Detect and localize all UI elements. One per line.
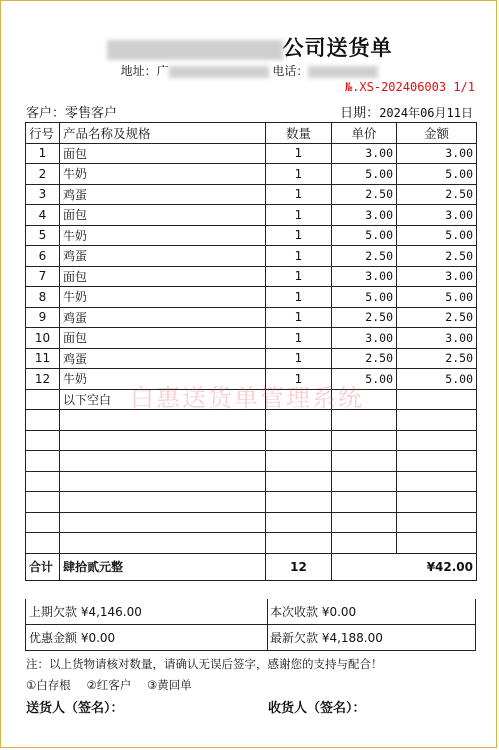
customer-name: 客户：零售客户 xyxy=(26,106,118,121)
table-row xyxy=(26,287,477,308)
cell-no xyxy=(26,512,60,533)
cell-no: 5 xyxy=(26,225,60,246)
discount-amount: 优惠金额 ¥0.00 xyxy=(29,631,116,645)
table-row xyxy=(26,430,477,451)
cell-price: 2.50 xyxy=(332,184,397,205)
cell-price xyxy=(332,430,397,451)
cell-amount: 5.00 xyxy=(397,164,477,185)
cell-qty xyxy=(266,410,332,431)
cell-no: 9 xyxy=(26,307,60,328)
cell-qty: 1 xyxy=(266,143,332,164)
cell-price xyxy=(332,533,397,554)
cell-qty: 1 xyxy=(266,307,332,328)
cell-price: 2.50 xyxy=(332,348,397,369)
cell-price: 5.00 xyxy=(332,164,397,185)
cell-name xyxy=(60,533,266,554)
cell-price: 3.00 xyxy=(332,143,397,164)
cell-amount: 3.00 xyxy=(397,143,477,164)
cell-amount xyxy=(397,410,477,431)
document-number: №.XS-202406003 1/1 xyxy=(344,80,475,94)
footer-note: 注：以上货物请核对数量，请确认无误后签字，感谢您的支持与配合！ xyxy=(26,657,383,671)
cell-name: 鸡蛋 xyxy=(60,307,266,328)
cell-amount: 5.00 xyxy=(397,369,477,390)
cell-amount: 2.50 xyxy=(397,348,477,369)
cell-amount xyxy=(397,533,477,554)
cell-price: 3.00 xyxy=(332,205,397,226)
col-header-price: 单价 xyxy=(332,123,397,144)
watermark: 白惠送货单管理系统 xyxy=(130,384,364,412)
cell-amount xyxy=(397,492,477,513)
prev-debt: 上期欠款 ¥4,146.00 xyxy=(29,605,142,619)
table-header-row xyxy=(26,123,477,144)
cell-amount xyxy=(397,512,477,533)
total-row xyxy=(26,553,477,580)
cell-amount: 2.50 xyxy=(397,307,477,328)
table-row xyxy=(26,348,477,369)
redacted-company-name xyxy=(107,40,283,60)
cell-no xyxy=(26,389,60,410)
cell-qty: 1 xyxy=(266,225,332,246)
cell-no: 11 xyxy=(26,348,60,369)
cell-name xyxy=(60,492,266,513)
cell-name: 面包 xyxy=(60,328,266,349)
table-row xyxy=(26,451,477,472)
table-row xyxy=(26,328,477,349)
cell-qty xyxy=(266,492,332,513)
cell-name: 鸡蛋 xyxy=(60,348,266,369)
cell-name: 鸡蛋 xyxy=(60,246,266,267)
cell-no: 10 xyxy=(26,328,60,349)
table-row xyxy=(26,512,477,533)
table-row xyxy=(26,143,477,164)
table-row xyxy=(26,266,477,287)
cell-no xyxy=(26,492,60,513)
cell-name: 面包 xyxy=(60,266,266,287)
cell-name xyxy=(60,512,266,533)
copy-distribution xyxy=(26,677,204,693)
receiver-signature: 收货人（签名）： xyxy=(268,701,366,716)
cell-no: 12 xyxy=(26,369,60,390)
table-row xyxy=(26,410,477,431)
redacted-address xyxy=(169,66,269,78)
cell-amount: 3.00 xyxy=(397,266,477,287)
total-qty: 12 xyxy=(266,553,332,580)
cell-qty: 1 xyxy=(266,266,332,287)
table-row xyxy=(26,205,477,226)
items-table xyxy=(25,122,477,581)
cell-qty xyxy=(266,471,332,492)
cell-name: 牛奶 xyxy=(60,225,266,246)
cell-price xyxy=(332,451,397,472)
table-row xyxy=(26,307,477,328)
cell-price: 5.00 xyxy=(332,287,397,308)
cell-qty xyxy=(266,451,332,472)
cell-amount: 5.00 xyxy=(397,287,477,308)
col-header-qty: 数量 xyxy=(266,123,332,144)
address-label: 地址： xyxy=(120,64,157,78)
cell-qty: 1 xyxy=(266,348,332,369)
cell-price xyxy=(332,410,397,431)
cell-price: 3.00 xyxy=(332,266,397,287)
table-row xyxy=(26,184,477,205)
cell-amount: 3.00 xyxy=(397,328,477,349)
cell-no: 7 xyxy=(26,266,60,287)
cell-no: 4 xyxy=(26,205,60,226)
cell-price: 5.00 xyxy=(332,369,397,390)
table-row xyxy=(26,533,477,554)
cell-no xyxy=(26,471,60,492)
cell-qty: 1 xyxy=(266,164,332,185)
table-row xyxy=(26,246,477,267)
total-label: 合计 xyxy=(26,553,60,580)
end-note: 以下空白 xyxy=(60,389,266,410)
cell-name: 面包 xyxy=(60,143,266,164)
cell-name xyxy=(60,471,266,492)
cell-no: 2 xyxy=(26,164,60,185)
cell-amount xyxy=(397,389,477,410)
cell-name xyxy=(60,410,266,431)
cell-price xyxy=(332,492,397,513)
cell-name: 牛奶 xyxy=(60,164,266,185)
table-row xyxy=(26,389,477,410)
copy-red: ②红客户 xyxy=(86,678,132,692)
cell-name: 鸡蛋 xyxy=(60,184,266,205)
copy-yellow: ③黄回单 xyxy=(146,678,192,692)
cell-no: 1 xyxy=(26,143,60,164)
phone-label: 电话： xyxy=(272,64,309,78)
date-label: 日期： xyxy=(340,106,380,121)
summary-box xyxy=(25,599,476,651)
cell-qty: 1 xyxy=(266,205,332,226)
cell-amount xyxy=(397,430,477,451)
cell-name: 面包 xyxy=(60,205,266,226)
cell-amount: 2.50 xyxy=(397,184,477,205)
cell-no xyxy=(26,451,60,472)
received-amount: 本次收款 ¥0.00 xyxy=(270,605,357,619)
cell-qty: 1 xyxy=(266,184,332,205)
title-suffix: 公司送货单 xyxy=(282,35,393,60)
cell-amount xyxy=(397,451,477,472)
cell-price: 2.50 xyxy=(332,246,397,267)
col-header-name: 产品名称及规格 xyxy=(60,123,266,144)
cell-qty: 1 xyxy=(266,246,332,267)
cell-amount: 3.00 xyxy=(397,205,477,226)
latest-debt: 最新欠款 ¥4,188.00 xyxy=(270,631,383,645)
table-row xyxy=(26,225,477,246)
date-field xyxy=(340,102,473,121)
cell-qty xyxy=(266,533,332,554)
cell-name: 牛奶 xyxy=(60,287,266,308)
sender-signature: 送货人（签名）： xyxy=(26,701,124,716)
cell-no xyxy=(26,430,60,451)
cell-amount xyxy=(397,471,477,492)
table-row xyxy=(26,492,477,513)
address-line xyxy=(0,62,499,79)
cell-name xyxy=(60,451,266,472)
col-header-no: 行号 xyxy=(26,123,60,144)
cell-qty xyxy=(266,430,332,451)
cell-no xyxy=(26,533,60,554)
table-row xyxy=(26,164,477,185)
cell-price: 2.50 xyxy=(332,307,397,328)
cell-qty: 1 xyxy=(266,287,332,308)
address-tail: 广 xyxy=(156,64,169,78)
redacted-phone xyxy=(308,66,378,78)
cell-qty xyxy=(266,512,332,533)
date-value: 2024年06月11日 xyxy=(379,106,473,120)
total-words: 肆拾贰元整 xyxy=(60,553,266,580)
cell-no xyxy=(26,410,60,431)
cell-name: 牛奶 xyxy=(60,369,266,390)
cell-qty: 1 xyxy=(266,328,332,349)
cell-amount: 2.50 xyxy=(397,246,477,267)
cell-price xyxy=(332,471,397,492)
cell-no: 8 xyxy=(26,287,60,308)
copy-white: ①白存根 xyxy=(26,678,71,692)
cell-no: 3 xyxy=(26,184,60,205)
cell-amount: 5.00 xyxy=(397,225,477,246)
col-header-amount: 金额 xyxy=(397,123,477,144)
cell-name xyxy=(60,430,266,451)
cell-price xyxy=(332,512,397,533)
cell-qty xyxy=(266,389,332,410)
table-row xyxy=(26,369,477,390)
total-amount: ¥42.00 xyxy=(332,553,477,580)
document-title xyxy=(0,32,499,62)
cell-price: 3.00 xyxy=(332,328,397,349)
cell-price: 5.00 xyxy=(332,225,397,246)
cell-qty: 1 xyxy=(266,369,332,390)
table-row xyxy=(26,471,477,492)
cell-price xyxy=(332,389,397,410)
cell-no: 6 xyxy=(26,246,60,267)
